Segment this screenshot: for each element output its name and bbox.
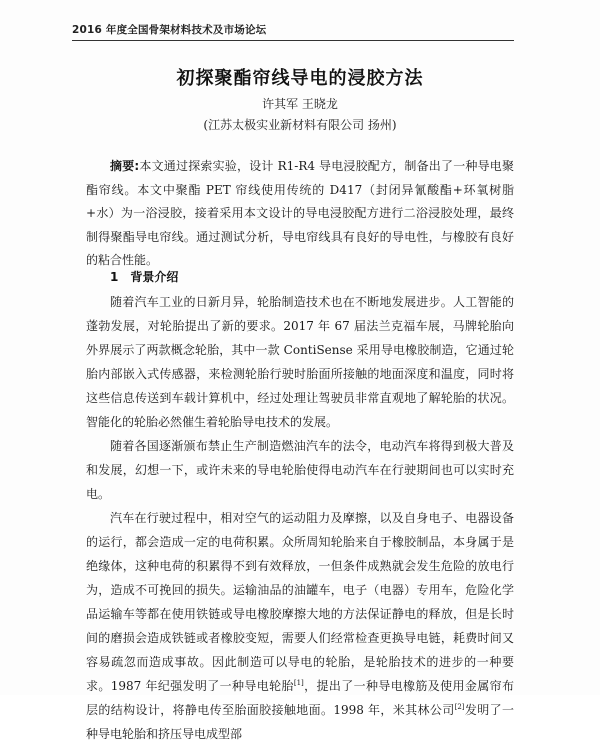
running-header: 2016 年度全国骨架材料技术及市场论坛: [72, 24, 267, 36]
paragraph-1: 随着汽车工业的日新月异，轮胎制造技术也在不断地发展进步。人工智能的蓬勃发展，对轮胎提出了新的要求。2017 年 67 届法兰克福车展，马牌轮胎向外界展示了两款概念轮胎，其中一款 ContiSense 采用导电橡胶制造，它通过轮胎内部嵌入式传感器，来检测轮胎行驶时胎面所接触的地面深度和温度，同时将这些信息传送到车载计算机中，经过处理让驾驶员非常直观地了解轮胎的状况。智能化的轮胎必然催生着轮胎导电技术的发展。: [86, 295, 514, 429]
paragraph-3-text-c: 发明了一种导电轮胎和挤压导电成型部: [86, 703, 514, 741]
abstract: [86, 155, 514, 273]
abstract-label: 摘要:: [110, 159, 140, 173]
abstract-text: 本文通过探索实验，设计 R1-R4 导电浸胶配方，制备出了一种导电聚酯帘线。本文中聚酯 PET 帘线使用传统的 D417（封闭异氰酸酯+环氧树脂+水）为一浴浸胶，接着采用本文设计的导电浸胶配方进行二浴浸胶处理，最终制得聚酯导电帘线。通过测试分析，导电帘线具有良好的导电性，与橡胶有良好的粘合性能。: [86, 159, 514, 268]
section-body: [86, 290, 514, 746]
section-number: 1: [110, 270, 119, 284]
header-rule: [72, 40, 514, 41]
paragraph-2: 随着各国逐渐颁布禁止生产制造燃油汽车的法令，电动汽车将得到极大普及和发展，幻想一下，或许未来的导电轮胎使得电动汽车在行驶期间也可以实时充电。: [86, 439, 514, 501]
affiliation: (江苏太极实业新材料有限公司 扬州): [203, 118, 397, 132]
paragraph-3-text-b: ，提出了一种导电橡筋及使用金属帘布层的结构设计，将静电传至胎面胶接触地面。1998 年，米其林公司: [86, 679, 514, 717]
paragraph-3: [86, 506, 514, 746]
section-heading: [110, 268, 178, 285]
authors: 许其军 王晓龙: [262, 97, 338, 111]
citation-ref-1: [1]: [293, 679, 304, 687]
paper-title: 初探聚酯帘线导电的浸胶方法: [176, 68, 424, 89]
citation-ref-2: [2]: [454, 703, 465, 711]
section-title: 背景介绍: [130, 270, 179, 284]
paragraph-3-text-a: 汽车在行驶过程中，相对空气的运动阻力及摩擦，以及自身电子、电器设备的运行，都会造成一定的电荷积累。众所周知轮胎来自于橡胶制品，本身属于是绝缘体，这种电荷的积累得不到有效释放，一但条件成熟就会发生危险的放电行为，造成不可挽回的损失。运输油品的油罐车，电子（电器）专用车，危险化学品运输车等都在使用铁链或导电橡胶摩擦大地的方法保证静电的释放，但是长时间的磨损会造成铁链或者橡胶变短，需要人们经常检查更换导电链，耗费时间又容易疏忽而造成事故。因此制造可以导电的轮胎，是轮胎技术的进步的一种要求。1987 年纪强发明了一种导电轮胎: [86, 511, 514, 693]
